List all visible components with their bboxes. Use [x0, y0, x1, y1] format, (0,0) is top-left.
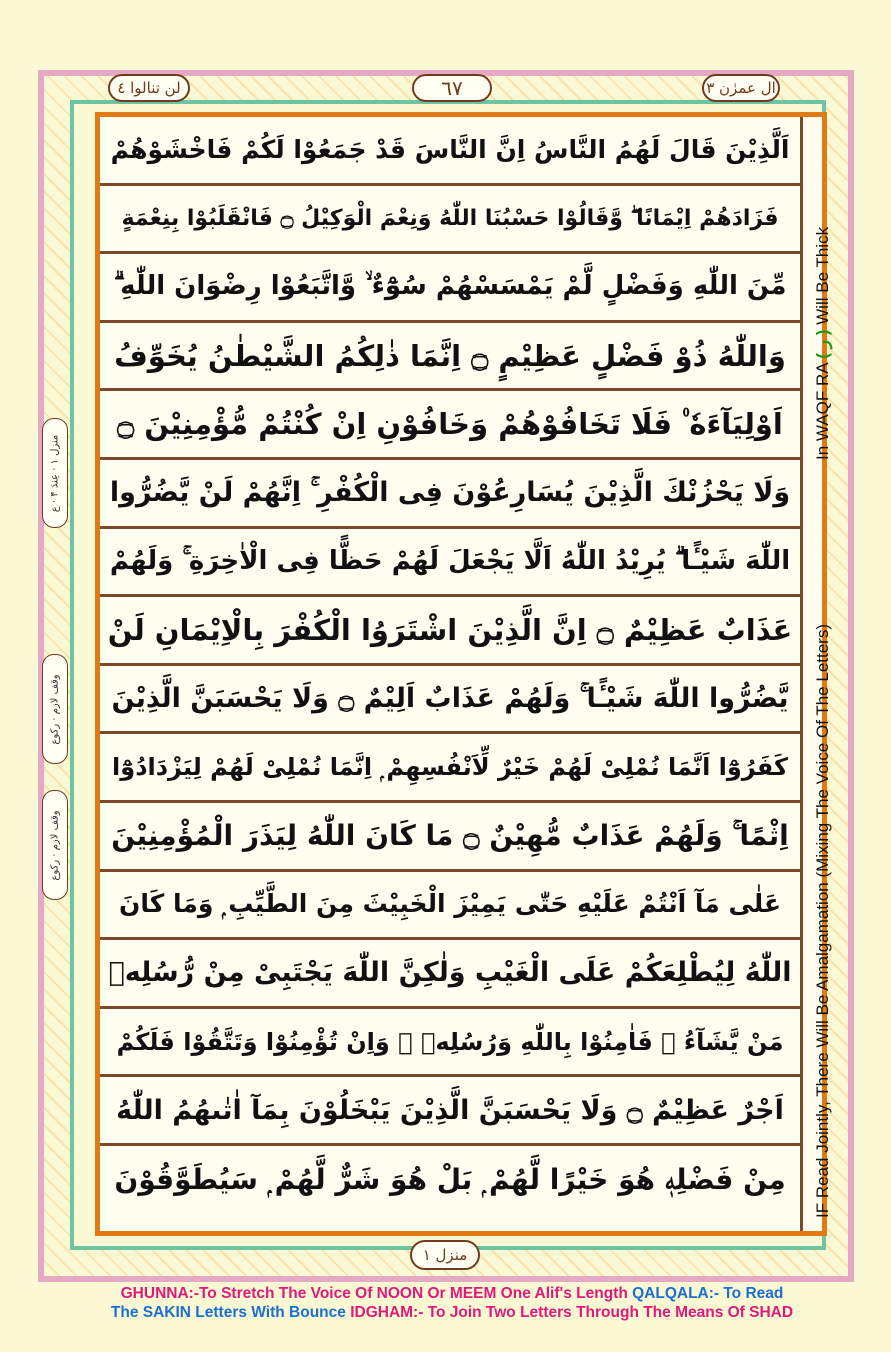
ra-letter: ( ر ) — [813, 329, 832, 359]
verse-line: مِّنَ اللّٰهِ وَفَضْلٍ لَّمْ يَمْسَسْهُمْ سُوْٓءٌ ۙ وَّاتَّبَعُوْا رِضْوَانَ اللّٰهِ ۗ — [100, 254, 800, 323]
juz-name-tab: لن تنالوا ٤ — [108, 74, 190, 102]
surah-name-tab: ال عمرٰن ٣ — [702, 74, 780, 102]
verse-line: عَلٰى مَآ اَنْتُمْ عَلَيْهِ حَتّٰى يَمِيْزَ الْخَبِيْثَ مِنَ الطَّيِّبِ ۭ وَمَا كَانَ — [100, 872, 800, 941]
verse-line: فَزَادَهُمْ اِيْمَانًا ۖ وَّقَالُوْا حَسْبُنَا اللّٰهُ وَنِعْمَ الْوَكِيْلُ ۝ فَانْقَلَبُوْا بِنِعْمَةٍ — [100, 186, 800, 255]
margin-note-text: وقف لازم · رکوع — [49, 673, 61, 745]
amalgamation-note: IF Read Jointly, There Will Be Amalgamation (Mixing The Voice Of The Letters) — [813, 624, 832, 1218]
ghunna-legend: GHUNNA:-To Stretch The Voice Of NOON Or MEEM One Alif's Length — [120, 1285, 633, 1302]
verse-line: يَّضُرُّوا اللّٰهَ شَيْـًٔا ۚ وَلَهُمْ عَذَابٌ اَلِيْمٌ ۝ وَلَا يَحْسَبَنَّ الَّذِيْنَ — [100, 666, 800, 735]
verse-line: وَلَا يَحْزُنْكَ الَّذِيْنَ يُسَارِعُوْنَ فِى الْكُفْرِ ۚ اِنَّهُمْ لَنْ يَّضُرُّوا — [100, 460, 800, 529]
qalqala-legend: QALQALA:- To Read — [632, 1285, 784, 1302]
manzil-tab: منزل ١ — [410, 1240, 480, 1270]
verse-line: مَنْ يَّشَآءُ ۠ فَاٰمِنُوْا بِاللّٰهِ وَرُسُلِهٖ ۚ وَاِنْ تُؤْمِنُوْا وَتَتَّقُوْا فَلَكُمْ — [100, 1009, 800, 1078]
verse-line: مِنْ فَضْلِهٖ هُوَ خَيْرًا لَّهُمْ ۭ بَلْ هُوَ شَرٌّ لَّهُمْ ۭ سَيُطَوَّقُوْنَ — [114, 1163, 786, 1197]
margin-note — [42, 654, 68, 764]
verse-lines — [100, 117, 800, 1215]
margin-note — [42, 418, 68, 528]
page-number: ٦٧ — [412, 74, 492, 102]
idgham-legend: IDGHAM:- To Join Two Letters Through The Means Of SHAD — [350, 1304, 794, 1321]
waqf-ra-note — [813, 120, 833, 460]
waqf-ra-text-end: Will Be Thick — [813, 226, 832, 325]
margin-note-text: وقف لازم · رکوع — [49, 809, 61, 881]
margin-note-text: منزل ۱ · عِندَ ۴ · ع — [49, 434, 61, 512]
verse-line: اللّٰهُ لِيُطْلِعَكُمْ عَلَى الْغَيْبِ وَلٰكِنَّ اللّٰهَ يَجْتَبِىْ مِنْ رُّسُلِهٖ — [100, 940, 800, 1009]
verse-line: وَاللّٰهُ ذُوْ فَضْلٍ عَظِيْمٍ ۝ اِنَّمَا ذٰلِكُمُ الشَّيْطٰنُ يُخَوِّفُ — [100, 323, 800, 392]
verse-line: اِثْمًا ۚ وَلَهُمْ عَذَابٌ مُّهِيْنٌ ۝ مَا كَانَ اللّٰهُ لِيَذَرَ الْمُؤْمِنِيْنَ — [100, 803, 800, 872]
waqf-ra-text: In WAQF RA — [813, 363, 832, 460]
tajweed-legend — [52, 1284, 852, 1322]
verse-line: عَذَابٌ عَظِيْمٌ ۝ اِنَّ الَّذِيْنَ اشْتَرَوُا الْكُفْرَ بِالْاِيْمَانِ لَنْ — [100, 597, 800, 666]
verse-line: اَلَّذِيْنَ قَالَ لَهُمُ النَّاسُ اِنَّ النَّاسَ قَدْ جَمَعُوْا لَكُمْ فَاخْشَوْهُمْ — [100, 117, 800, 186]
verse-line: اَوْلِيَآءَهٗ ۠ فَلَا تَخَافُوْهُمْ وَخَافُوْنِ اِنْ كُنْتُمْ مُّؤْمِنِيْنَ ۝ — [100, 391, 800, 460]
qalqala-legend-cont: The SAKIN Letters With Bounce — [110, 1304, 351, 1321]
margin-note — [42, 790, 68, 900]
verse-line: اللّٰهَ شَيْـًٔا ۗ يُرِيْدُ اللّٰهُ اَلَّا يَجْعَلَ لَهُمْ حَظًّا فِى الْاٰخِرَةِ ۚ وَلَهُمْ — [100, 529, 800, 598]
verse-line: كَفَرُوْٓا اَنَّمَا نُمْلِىْ لَهُمْ خَيْرٌ لِّاَنْفُسِهِمْ ۭ اِنَّمَا نُمْلِىْ لَهُمْ لِيَزْدَادُوْٓا — [100, 734, 800, 803]
verse-line: اَجْرٌ عَظِيْمٌ ۝ وَلَا يَحْسَبَنَّ الَّذِيْنَ يَبْخَلُوْنَ بِمَآ اٰتٰىهُمُ اللّٰهُ — [100, 1077, 800, 1146]
